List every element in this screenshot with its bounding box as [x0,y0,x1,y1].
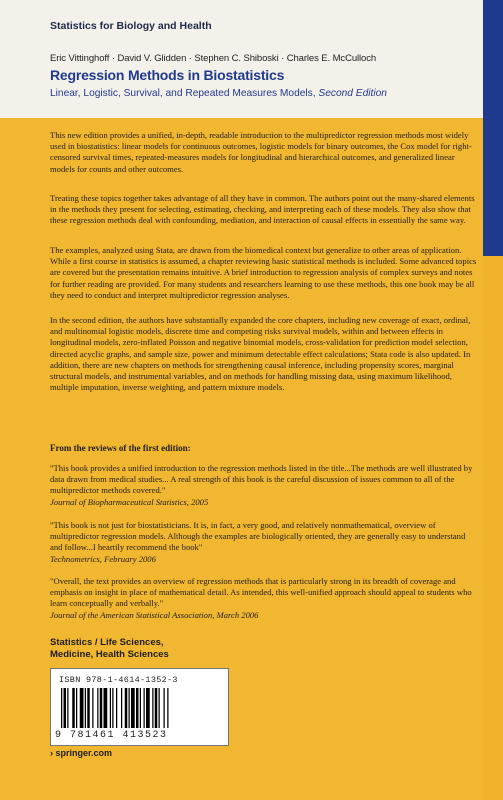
review-quote: "This book provides a unified introduction to the regression methods listed in the title...The methods are well illustrated by data drawn from medical studies... A real strength of this book is the careful discussion of issues common to all of the multipredictor methods covered." [50,463,473,496]
barcode-bar [76,688,77,728]
barcode-bar [146,688,150,728]
side-strip-blue [483,0,503,256]
subtitle-edition: Second Edition [318,88,387,99]
barcode-bar [104,688,108,728]
review-source: Journal of Biopharmaceutical Statistics, 2005 [50,496,209,507]
barcode-number: 9 781461 413523 [55,730,168,741]
subtitle-main: Linear, Logistic, Survival, and Repeated Measures Models, [50,88,319,99]
barcode-bar [144,688,145,728]
barcode-bar [136,688,139,728]
paragraph-2 [50,193,478,227]
paragraph-text: This new edition provides a unified, in-depth, readable introduction to the multipredictor regression methods most widely used in biostatistics: linear models for continuous outcomes, logistic models for binary outcomes, the Cox model for right-censored survival times, repeated-measures models for longitudinal and hierarchical outcomes, and generalized linear models for counts and other outcomes. [50,130,472,174]
review-source: Technometrics, February 2006 [50,553,156,564]
barcode-bar [116,688,117,728]
barcode-bar [131,688,135,728]
barcode-bar [112,688,113,728]
subject-category [50,637,169,661]
barcode-bar [67,688,68,728]
barcode-bar [152,688,153,728]
barcode-bar [125,688,128,728]
barcode-bar [121,688,122,728]
barcode-bar [100,688,103,728]
barcode-bar [87,688,90,728]
barcode-icon [61,688,219,728]
barcode-bar [167,688,168,728]
reviews-heading: From the reviews of the first edition: [50,443,191,453]
authors-line: Eric Vittinghoff · David V. Glidden · Stephen C. Shiboski · Charles E. McCulloch [50,53,377,64]
series-name: Statistics for Biology and Health [50,20,212,32]
review-quote: "Overall, the text provides an overview of regression methods that is particularly strong in its breadth of coverage and emphasis on insight in place of mathematical detail. As intended, this well-unified approach should appeal to students who learn conceptually and verbally." [50,576,472,609]
barcode-box [50,668,229,746]
subject-line-2: Medicine, Health Sciences [50,649,169,660]
barcode-bar [140,688,141,728]
barcode-bar [97,688,98,728]
review-source: Journal of the American Statistical Association, March 2006 [50,609,259,620]
paragraph-text: In the second edition, the authors have substantially expanded the core chapters, including new coverage of exact, ordinal, and multinomial logistic models, discrete time and competing risks survival models, within and between effects in longitudinal models, zero-inflated Poisson and negative binomial models, cross-validation for prediction model selection, directed acyclic graphs, and sample size, power and minimum detectable effect calculations; Stata code is also updated. In addition, there are new chapters on methods for strengthening causal inference, including propensity scores, marginal structural models, and instrumental variables, and on methods for handling missing data, using maximum likelihood, multiple imputation, inverse weighting, and pattern mixture models. [50,315,471,393]
review-2 [50,520,478,565]
paragraph-3 [50,245,478,301]
paragraph-text: Treating these topics together takes advantage of all they have in common. The authors point out the many-shared elements in the methods they present for selecting, estimating, checking, and interpreting each of these models. They also show that these regression methods deal with confounding, mediation, and interaction of causal effects in essentially the same way. [50,193,475,226]
subject-line-1: Statistics / Life Sciences, [50,637,164,648]
barcode-bar [155,688,158,728]
barcode-bar [129,688,130,728]
barcode-bar [110,688,111,728]
barcode-bar [159,688,160,728]
book-subtitle [50,88,387,99]
paragraph-1 [50,130,478,175]
barcode-bar [85,688,86,728]
paragraph-4 [50,315,478,393]
barcode-bar [61,688,62,728]
barcode-bar [64,688,67,728]
isbn-text: ISBN 978-1-4614-1352-3 [59,675,178,685]
barcode-bar [80,688,84,728]
review-quote: "This book is not just for biostatisticians. It is, in fact, a very good, and relatively nonmathematical, overview of multipredictor regression models. Although the examples are biologically oriented, they are generally easy to understand and follow...I heartily recommend the book" [50,520,466,553]
review-1 [50,463,478,508]
barcode-bar [92,688,93,728]
publisher-website: › springer.com [50,748,113,758]
barcode-bar [72,688,75,728]
book-title: Regression Methods in Biostatistics [50,67,285,83]
review-3 [50,576,478,621]
barcode-bar [164,688,165,728]
paragraph-text: The examples, analyzed using Stata, are drawn from the biomedical context but generalize to other areas of application. While a first course in statistics is assumed, a chapter reviewing basic statistical methods is included. Some advanced topics are covered but the presentation remains intuitive. A brief introduction to regression analysis of complex surveys and notes for further reading are provided. For many students and researchers learning to use these methods, this one book may be all they need to conduct and interpret multipredictor regression analyses. [50,245,477,300]
